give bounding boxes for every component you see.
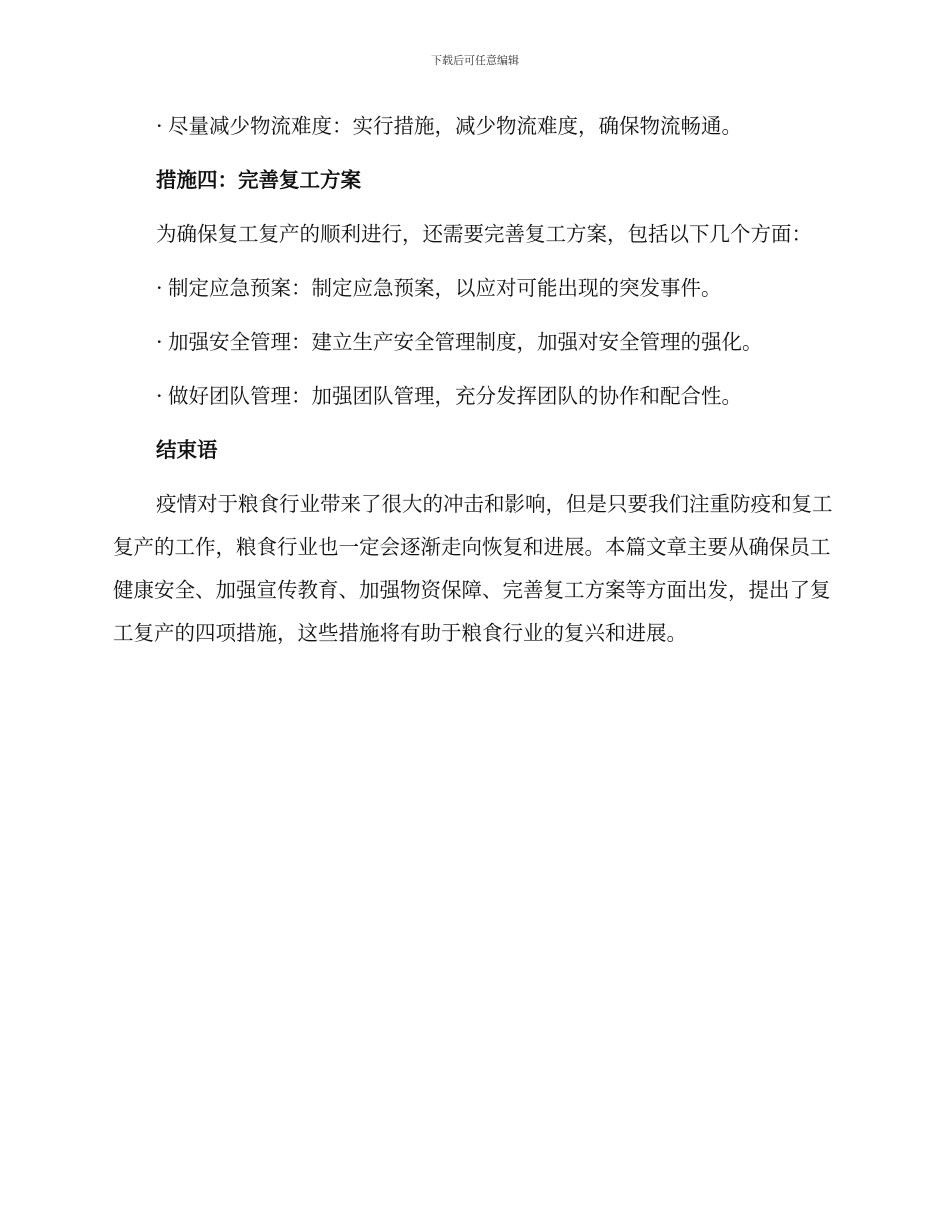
document-body — [113, 105, 835, 655]
bullet-text: 加强安全管理：建立生产安全管理制度，加强对安全管理的强化。 — [168, 330, 763, 354]
section-intro-paragraph: 为确保复工复产的顺利进行，还需要完善复工方案，包括以下几个方面： — [156, 222, 812, 246]
bullet-item-logistics — [113, 105, 835, 148]
bullet-text: 做好团队管理：加强团队管理，充分发挥团队的协作和配合性。 — [168, 384, 742, 408]
bullet-item-safety-management — [113, 321, 835, 364]
bullet-marker: · — [156, 114, 163, 138]
section-heading-conclusion: 结束语 — [156, 438, 218, 462]
bullet-marker: · — [156, 330, 163, 354]
bullet-item-team-management — [113, 375, 835, 418]
bullet-marker: · — [156, 276, 163, 300]
bullet-item-emergency-plan — [113, 267, 835, 310]
bullet-marker: · — [156, 384, 163, 408]
section-heading-measure-four: 措施四：完善复工方案 — [156, 168, 361, 192]
conclusion-paragraph: 疫情对于粮食行业带来了很大的冲击和影响，但是只要我们注重防疫和复工复产的工作，粮食行业也一定会逐渐走向恢复和进展。本篇文章主要从确保员工健康安全、加强宣传教育、加强物资保障、完善复工方案等方面出发，提出了复工复产的四项措施，这些措施将有助于粮食行业的复兴和进展。 — [113, 492, 833, 645]
bullet-text: 尽量减少物流难度：实行措施，减少物流难度，确保物流畅通。 — [168, 114, 742, 138]
bullet-text: 制定应急预案：制定应急预案，以应对可能出现的突发事件。 — [168, 276, 722, 300]
page-header: 下载后可任意编辑 — [431, 54, 519, 67]
